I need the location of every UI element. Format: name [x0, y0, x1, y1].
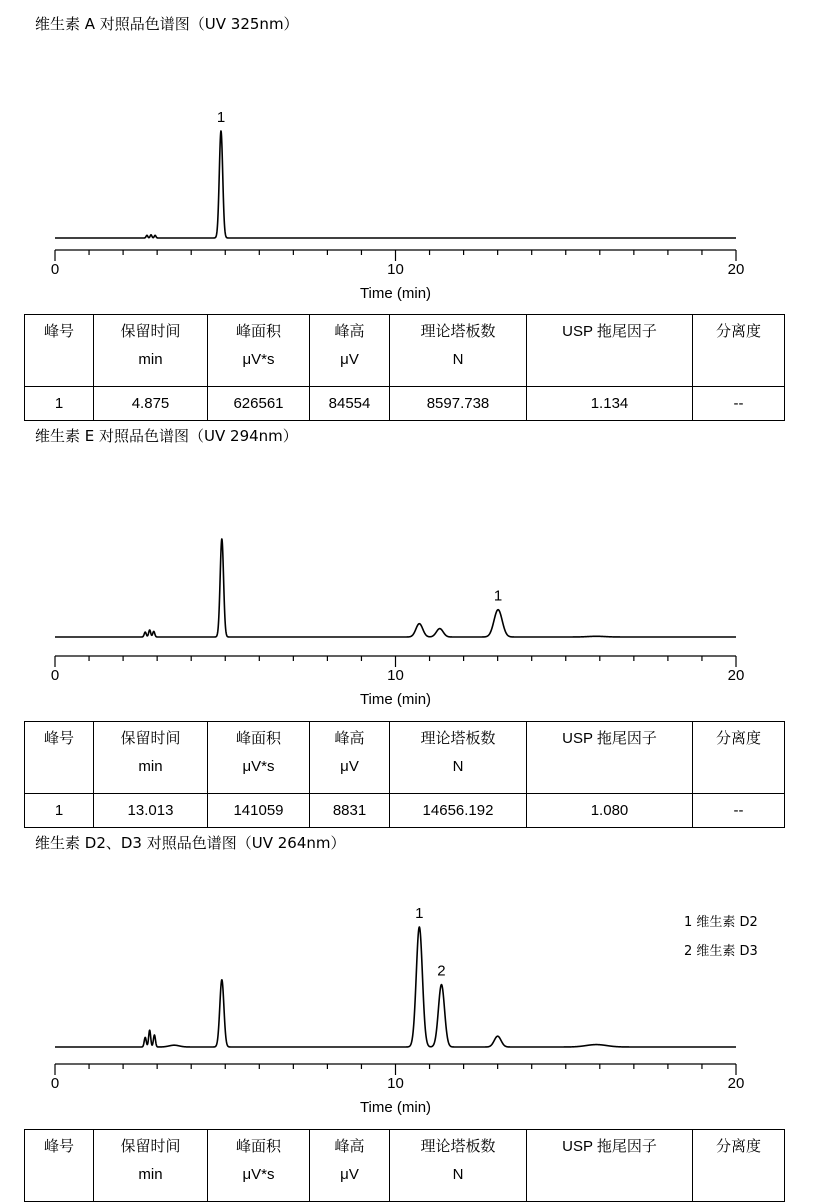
header-text: 理论塔板数 [420, 730, 496, 747]
header-text: 峰面积 [235, 323, 281, 340]
table-cell: 13.013 [94, 794, 208, 828]
table-header-cell [693, 1130, 785, 1202]
header-text [693, 1161, 784, 1189]
header-text: min [138, 1166, 163, 1183]
x-tick-label: 0 [50, 667, 60, 684]
header-text: N [452, 758, 464, 775]
table-cell: 8597.738 [390, 387, 527, 421]
header-text: 峰号 [43, 1138, 74, 1155]
chart-title: 维生素 E 对照品色谱图（UV 294nm） [35, 427, 298, 445]
header-text: N [452, 1166, 464, 1183]
table-cell: -- [693, 387, 785, 421]
header-text: 分离度 [715, 1138, 761, 1155]
table-cell: 14656.192 [390, 794, 527, 828]
table-cell: 4.875 [94, 387, 208, 421]
table-cell: 84554 [310, 387, 390, 421]
peak-label: 1 [415, 905, 424, 922]
x-tick-label: 10 [387, 667, 404, 684]
header-text: 峰高 [334, 730, 365, 747]
peak-label: 2 [437, 962, 446, 980]
x-tick-label: 20 [727, 667, 745, 684]
x-tick-label: 0 [50, 261, 60, 278]
header-text: 分离度 [715, 323, 761, 340]
table-cell: 8831 [310, 794, 390, 828]
header-text: min [138, 758, 163, 775]
table-cell: 1 [25, 387, 94, 421]
header-text: 峰号 [43, 323, 74, 340]
header-text: 峰高 [334, 323, 365, 340]
header-text: 保留时间 [120, 1138, 181, 1155]
header-text: 保留时间 [120, 323, 181, 340]
table-header-cell [208, 1130, 310, 1202]
table-cell: 1.080 [527, 794, 693, 828]
legend-entry: 2 维生素 D3 [684, 944, 758, 959]
table-cell: 1.134 [527, 387, 693, 421]
header-text: 理论塔板数 [420, 323, 496, 340]
header-text [25, 1161, 93, 1189]
peak-label: 1 [216, 109, 226, 126]
header-text: N [452, 351, 464, 368]
header-text: 峰面积 [235, 1138, 281, 1155]
table-header-cell [94, 1130, 208, 1202]
peak-label: 1 [493, 587, 503, 605]
header-text: μV [340, 758, 359, 775]
header-text: μV*s [242, 1166, 275, 1183]
x-tick-label: 10 [387, 1075, 404, 1092]
chromatogram-trace [55, 927, 736, 1047]
header-text: 分离度 [715, 730, 761, 747]
header-text: μV [340, 1166, 359, 1183]
x-tick-label: 0 [50, 1075, 60, 1092]
table-header-cell [527, 1130, 693, 1202]
header-text [527, 1161, 692, 1189]
x-axis-title: Time (min) [359, 1099, 432, 1116]
x-tick-label: 10 [387, 261, 404, 278]
table-header-cell [390, 1130, 527, 1202]
header-text: USP 拖尾因子 [562, 730, 657, 747]
header-text: 峰面积 [235, 730, 281, 747]
chart-title: 维生素 A 对照品色谱图（UV 325nm） [35, 15, 299, 33]
chart-title: 维生素 D2、D3 对照品色谱图（UV 264nm） [35, 834, 346, 852]
header-text: μV*s [242, 758, 275, 775]
header-text: USP 拖尾因子 [562, 1138, 657, 1155]
header-text: μV*s [242, 351, 275, 368]
table-cell: 141059 [208, 794, 310, 828]
table-cell: 1 [25, 794, 94, 828]
header-text: 保留时间 [120, 730, 181, 747]
results-table [24, 1129, 785, 1202]
table-cell: -- [693, 794, 785, 828]
header-text: USP 拖尾因子 [562, 323, 657, 340]
x-axis-title: Time (min) [359, 285, 432, 302]
x-tick-label: 20 [727, 261, 745, 278]
x-tick-label: 20 [727, 1075, 745, 1092]
header-text: min [138, 351, 163, 368]
table-header-cell [310, 1130, 390, 1202]
table-cell: 626561 [208, 387, 310, 421]
x-axis-title: Time (min) [359, 691, 432, 708]
header-text: 峰号 [43, 730, 74, 747]
legend-entry: 1 维生素 D2 [684, 915, 758, 930]
table-header-cell [25, 1130, 94, 1202]
header-text: μV [340, 351, 359, 368]
header-text: 理论塔板数 [420, 1138, 496, 1155]
header-text: 峰高 [334, 1138, 365, 1155]
table-header-row [25, 1130, 785, 1202]
